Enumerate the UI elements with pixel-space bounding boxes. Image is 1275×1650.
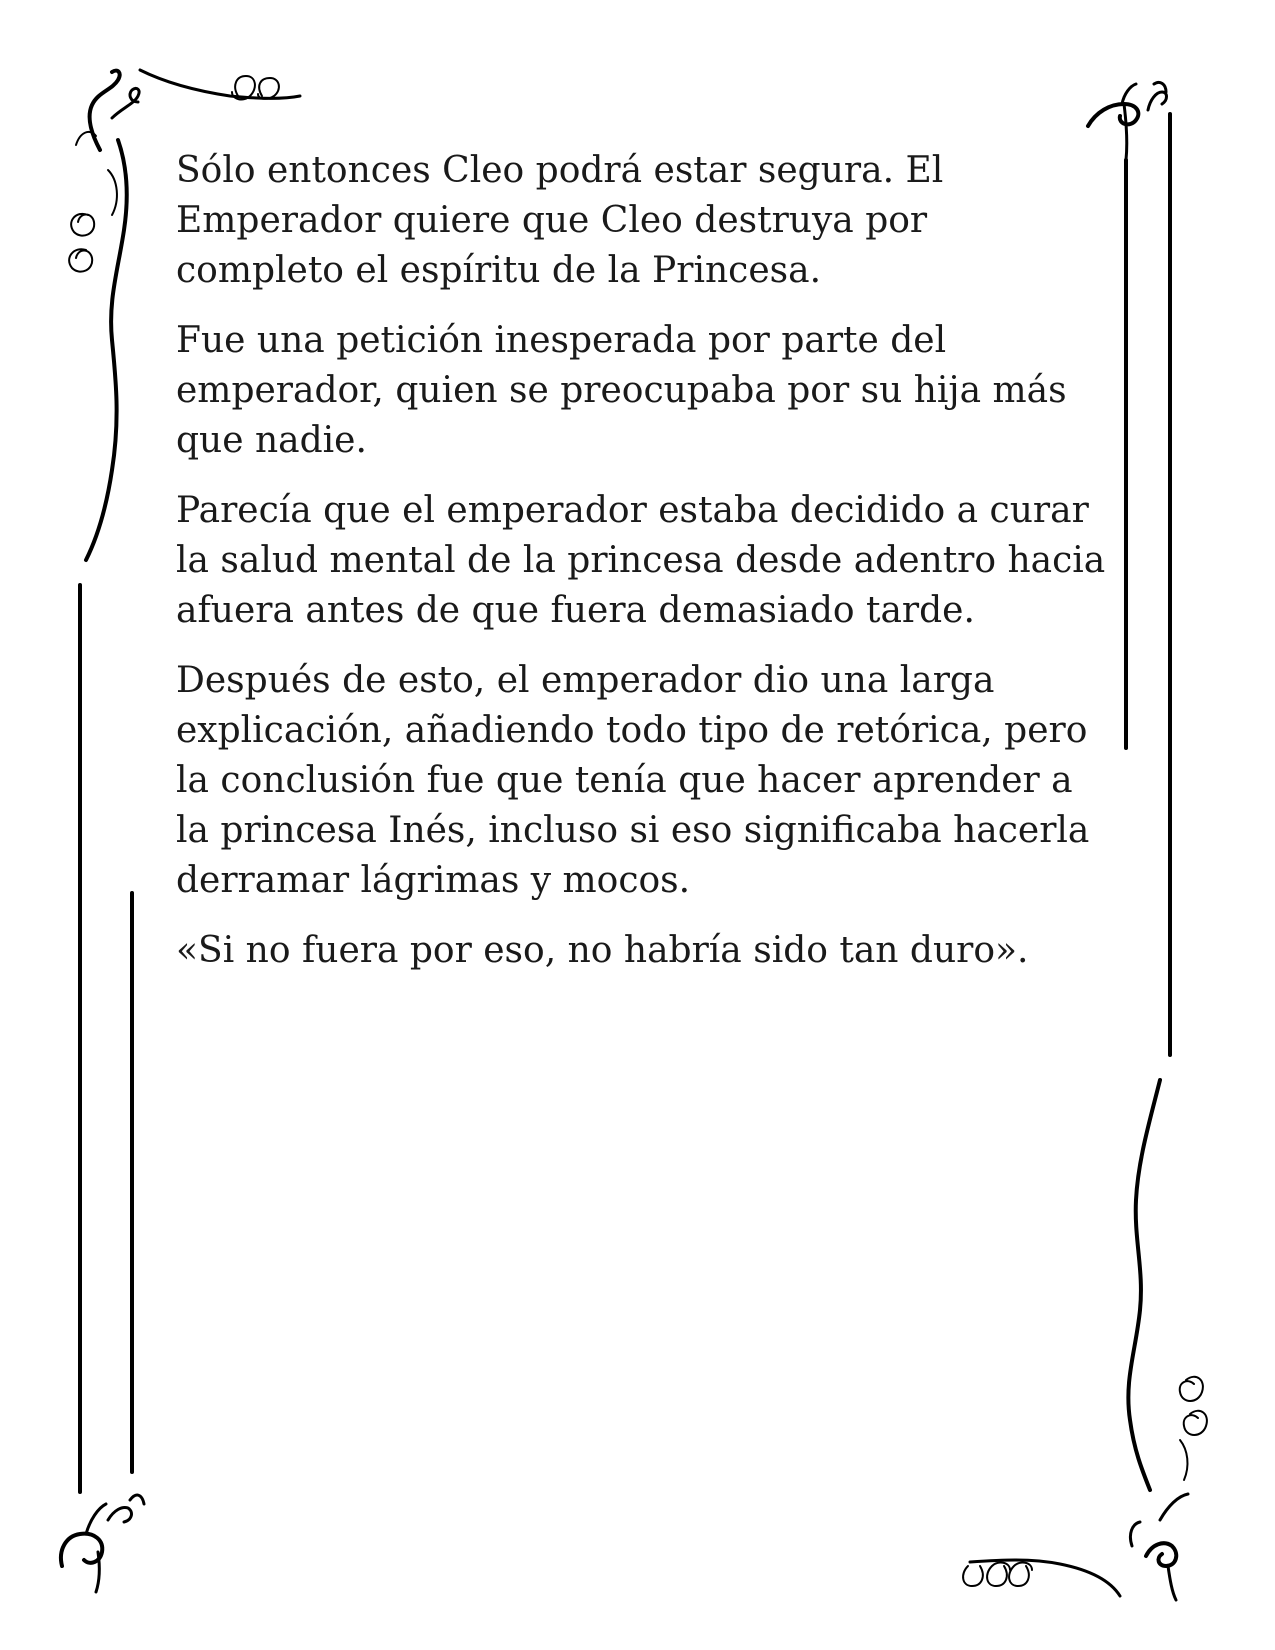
bottom-left-flourish-icon bbox=[61, 1495, 144, 1592]
bottom-right-flourish-icon bbox=[963, 1080, 1207, 1600]
paragraph: Sólo entonces Cleo podrá estar segura. El Emperador quiere que Cleo destruya por completo el espíritu de la Princesa. bbox=[176, 150, 944, 291]
paragraph: Parecía que el emperador estaba decidido a curar la salud mental de la princesa desde adentro hacia afuera antes de que fuera demasiado tarde. bbox=[176, 490, 1106, 631]
body-text bbox=[176, 146, 1106, 996]
paragraph: Después de esto, el emperador dio una larga explicación, añadiendo todo tipo de retórica, pero la conclusión fue que tenía que hacer aprender a la princesa Inés, incluso si eso significaba hacerla derramar lágrimas y mocos. bbox=[176, 660, 1090, 901]
paragraph: Fue una petición inesperada por parte del emperador, quien se preocupaba por su hija más que nadie. bbox=[176, 320, 1067, 461]
paragraph: «Si no fuera por eso, no habría sido tan duro». bbox=[176, 930, 1029, 971]
